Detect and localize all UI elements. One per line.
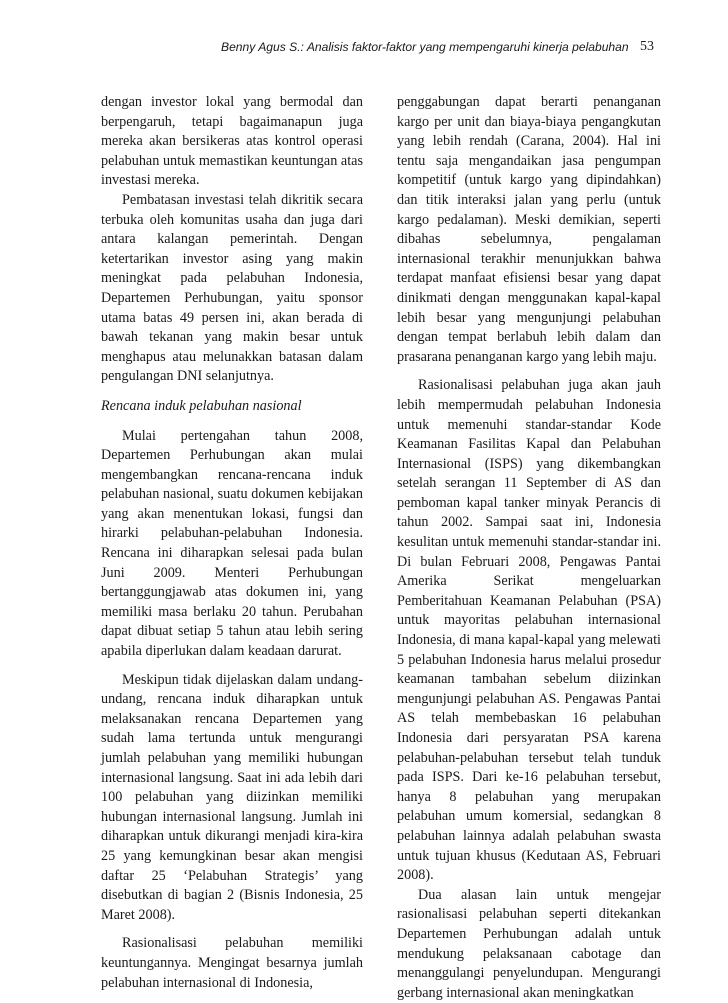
paragraph: dengan investor lokal yang bermodal dan berpengaruh, tetapi bagaimanapun juga mereka akan bersikeras atas kontrol operasi pelabuhan untuk memastikan keuntungan atas investasi mereka. (101, 94, 363, 189)
paragraph: Meskipun tidak dijelaskan dalam undang-undang, rencana induk diharapkan untuk melaksanakan rencana Departemen yang sudah lama tertunda untuk mengurangi jumlah pelabuhan yang memiliki hubungan internasional langsung. Saat ini ada lebih dari 100 pelabuhan yang diizinkan memiliki hubungan internasional langsung. Jumlah ini diharapkan untuk dikurangi menjadi kira-kira 25 yang kemungkinan besar akan mengisi daftar 25 ‘Pelabuhan Strategis’ yang disebutkan di bagian 2 (Bisnis Indonesia, 25 Maret 2008). (101, 671, 363, 923)
paragraph: Pembatasan investasi telah dikritik secara terbuka oleh komunitas usaha dan juga dari antara kalangan pemerintah. Dengan ketertarikan investor asing yang makin meningkat pada pelabuhan Indonesia, Departemen Perhubungan, yaitu sponsor utama batas 49 persen ini, akan berada di bawah tekanan yang makin besar untuk menghapus atau melunakkan batasan dalam pengulangan DNI selanjutnya. (101, 191, 363, 385)
running-title: Benny Agus S.: Analisis faktor-faktor yang mempengaruhi kinerja pelabuhan (221, 40, 629, 54)
paragraph: Rasionalisasi pelabuhan memiliki keuntungannya. Mengingat besarnya jumlah pelabuhan internasional di Indonesia, (101, 935, 363, 991)
paragraph: Dua alasan lain untuk mengejar rasionalisasi pelabuhan seperti ditekankan Departemen Perhubungan adalah untuk mendukung pelaksanaan cabotage dan menanggulangi penyelundupan. Mengurangi gerbang internasional akan meningkatkan (397, 886, 661, 1001)
paragraph: Rasionalisasi pelabuhan juga akan jauh lebih mempermudah pelabuhan Indonesia untuk memenuhi standar-standar Kode Keamanan Fasilitas Kapal dan Pelabuhan Internasional (ISPS) yang dikembangkan setelah serangan 11 September di AS dan pemboman kapal tanker minyak Perancis di tahun 2002. Sampai saat ini, Indonesia kesulitan untuk memenuhi standar-standar ini. Di bulan Februari 2008, Pengawas Pantai Amerika Serikat mengeluarkan Pemberitahuan Keamanan Pelabuhan (PSA) untuk mayoritas pelabuhan internasional Indonesia, di mana kapal-kapal yang melewati 5 pelabuhan Indonesia harus melalui prosedur keamanan tambahan sebelum diizinkan mengunjungi pelabuhan AS. Pengawas Pantai AS telah membebaskan 16 pelabuhan Indonesia dari persyaratan PSA karena pelabuhan-pelabuhan tersebut telah tunduk pada ISPS. Dari ke-16 pelabuhan tersebut, hanya 8 pelabuhan yang merupakan pelabuhan umum komersial, sedangkan 8 pelabuhan lainnya adalah pelabuhan swasta untuk tujuan khusus (Kedutaan AS, Februari 2008). (397, 377, 661, 884)
paragraph: penggabungan dapat berarti penanganan kargo per unit dan biaya-biaya pengangkutan yang lebih rendah (Carana, 2004). Hal ini tentu saja mengandaikan jasa pengumpan kompetitif (untuk kargo yang dipindahkan) dan titik interaksi jalan yang perlu (untuk kargo pedalaman). Meski demikian, seperti dibahas sebelumnya, pengalaman internasional terakhir menunjukkan bahwa terdapat manfaat efisiensi besar yang dapat dinikmati dengan menggunakan kapal-kapal lebih besar yang mengunjungi pelabuhan dengan tempat berlabuh lebih dalam dan prasarana penanganan kargo yang lebih maju. (397, 94, 661, 365)
left-column (101, 93, 363, 993)
paragraph: Mulai pertengahan tahun 2008, Departemen Perhubungan akan mulai mengembangkan rencana-rencana induk pelabuhan nasional, suatu dokumen kebijakan yang akan menentukan lokasi, fungsi dan hirarki pelabuhan-pelabuhan Indonesia. Rencana ini diharapkan selesai pada bulan Juni 2009. Menteri Perhubungan bertanggungjawab atas dokumen ini, yang memiliki masa berlaku 20 tahun. Perubahan dapat dibuat setiap 5 tahun atau lebih sering apabila diperlukan dalam keadaan darurat. (101, 427, 363, 660)
right-column (397, 93, 661, 1003)
section-heading: Rencana induk pelabuhan nasional (101, 397, 302, 414)
page-header (0, 39, 728, 59)
page-number: 53 (640, 39, 654, 54)
